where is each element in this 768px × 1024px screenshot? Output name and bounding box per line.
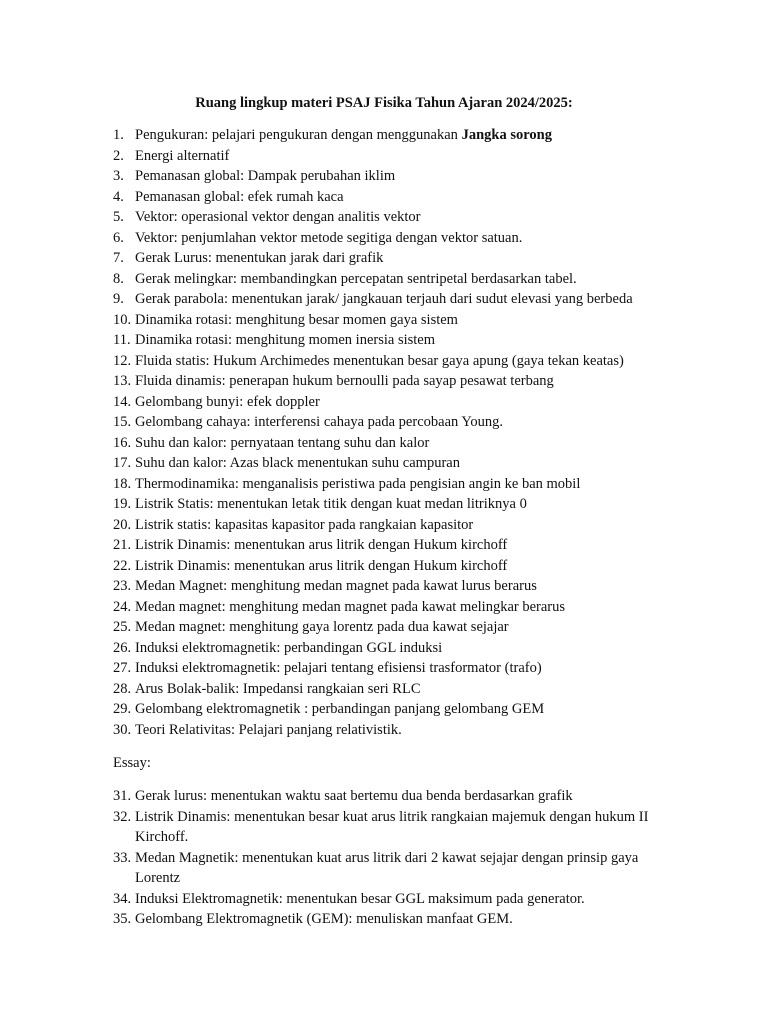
item-number: 32. — [113, 808, 132, 825]
item-text — [135, 848, 685, 889]
item-text-plain: Fluida statis: Hukum Archimedes menentukan besar gaya apung (gaya tekan keatas) — [135, 352, 624, 369]
item-text-plain: Induksi elektromagnetik: pelajari tentang efisiensi trasformator (trafo) — [135, 660, 542, 676]
item-text — [135, 371, 685, 392]
item-number: 23. — [113, 578, 132, 594]
item-text — [135, 679, 685, 700]
item-text-plain: Medan magnet: menghitung gaya lorentz pada dua kawat sejajar — [135, 619, 509, 635]
item-number: 5. — [113, 209, 124, 225]
item-number: 16. — [113, 434, 132, 451]
essay-heading: Essay: — [113, 755, 151, 771]
item-text-plain: Induksi elektromagnetik: perbandingan GGL induksi — [135, 639, 443, 656]
list-item — [113, 658, 685, 679]
item-text-plain: Gelombang elektromagnetik : perbandingan panjang gelombang GEM — [135, 701, 545, 717]
item-text — [135, 146, 685, 167]
item-text-plain: Thermodinamika: menganalisis peristiwa pada pengisian angin ke ban mobil — [135, 475, 581, 492]
item-text — [135, 658, 685, 679]
item-text-plain: Pengukuran: pelajari pengukuran dengan menggunakan — [135, 127, 462, 143]
item-text — [135, 248, 685, 269]
item-text — [135, 166, 685, 187]
item-text-plain: Listrik Dinamis: menentukan arus litrik dengan Hukum kirchoff — [135, 537, 508, 553]
item-number: 29. — [113, 701, 132, 717]
item-number: 22. — [113, 557, 132, 574]
list-item — [113, 187, 685, 208]
item-number: 30. — [113, 721, 132, 738]
item-number: 3. — [113, 168, 124, 184]
list-item — [113, 474, 685, 495]
item-number: 2. — [113, 147, 124, 164]
item-text-plain: Pemanasan global: efek rumah kaca — [135, 188, 344, 205]
item-number: 19. — [113, 496, 132, 512]
list-item — [113, 848, 685, 889]
item-number: 14. — [113, 393, 132, 410]
item-number: 18. — [113, 475, 132, 492]
list-item — [113, 597, 685, 618]
list-item — [113, 289, 685, 310]
item-number: 7. — [113, 250, 124, 266]
item-text — [135, 807, 685, 848]
item-text — [135, 412, 685, 433]
list-item — [113, 453, 685, 474]
item-text-plain: Energi alternatif — [135, 147, 230, 164]
list-item — [113, 909, 685, 930]
item-text-plain: Medan Magnet: menghitung medan magnet pada kawat lurus berarus — [135, 578, 537, 594]
item-text-plain: Pemanasan global: Dampak perubahan iklim — [135, 168, 396, 184]
list-item — [113, 207, 685, 228]
item-text-plain: Listrik Statis: menentukan letak titik dengan kuat medan litriknya 0 — [135, 496, 527, 512]
list-item — [113, 807, 685, 848]
item-text — [135, 720, 685, 741]
item-text-bold: Jangka sorong — [461, 127, 552, 143]
item-number: 24. — [113, 598, 132, 615]
item-text-plain: Listrik statis: kapasitas kapasitor pada rangkaian kapasitor — [135, 516, 474, 533]
item-number: 12. — [113, 352, 132, 369]
item-number: 33. — [113, 849, 132, 866]
list-item — [113, 889, 685, 910]
item-number: 9. — [113, 291, 124, 307]
item-number: 11. — [113, 332, 131, 348]
item-text — [135, 474, 685, 495]
item-number: 31. — [113, 788, 132, 804]
item-text — [135, 228, 685, 249]
list-item — [113, 371, 685, 392]
item-text — [135, 392, 685, 413]
item-text-plain: Suhu dan kalor: pernyataan tentang suhu dan kalor — [135, 434, 430, 451]
item-number: 35. — [113, 911, 132, 927]
item-text — [135, 515, 685, 536]
item-text — [135, 330, 685, 351]
item-text — [135, 207, 685, 228]
essay-list — [113, 786, 685, 930]
item-text-plain: Fluida dinamis: penerapan hukum bernoulli pada sayap pesawat terbang — [135, 373, 554, 389]
item-text-plain: Medan Magnetik: menentukan kuat arus litrik dari 2 kawat sejajar dengan prinsip gaya Lorentz — [135, 849, 639, 886]
list-item — [113, 556, 685, 577]
item-text — [135, 535, 685, 556]
item-number: 15. — [113, 414, 132, 430]
item-text-plain: Listrik Dinamis: menentukan arus litrik dengan Hukum kirchoff — [135, 557, 508, 574]
list-item — [113, 720, 685, 741]
item-text-plain: Suhu dan kalor: Azas black menentukan suhu campuran — [135, 455, 460, 471]
item-text-plain: Gerak lurus: menentukan waktu saat bertemu dua benda berdasarkan grafik — [135, 788, 573, 804]
item-number: 17. — [113, 455, 132, 471]
item-text — [135, 125, 685, 146]
item-number: 28. — [113, 680, 132, 697]
item-text-plain: Vektor: operasional vektor dengan analitis vektor — [135, 209, 421, 225]
list-item — [113, 412, 685, 433]
list-item — [113, 679, 685, 700]
item-text-plain: Gerak Lurus: menentukan jarak dari grafik — [135, 250, 384, 266]
item-text-plain: Medan magnet: menghitung medan magnet pada kawat melingkar berarus — [135, 598, 566, 615]
item-text-plain: Gerak parabola: menentukan jarak/ jangkauan terjauh dari sudut elevasi yang berbeda — [135, 291, 633, 307]
list-item — [113, 638, 685, 659]
document-title: Ruang lingkup materi PSAJ Fisika Tahun Ajaran 2024/2025: — [195, 95, 573, 111]
item-text-plain: Dinamika rotasi: menghitung momen inersia sistem — [135, 332, 436, 348]
item-number: 27. — [113, 660, 132, 676]
list-item — [113, 494, 685, 515]
item-text-plain: Vektor: penjumlahan vektor metode segitiga dengan vektor satuan. — [135, 229, 523, 246]
item-text — [135, 617, 685, 638]
list-item — [113, 248, 685, 269]
item-text — [135, 699, 685, 720]
item-number: 25. — [113, 619, 132, 635]
item-number: 6. — [113, 229, 124, 246]
item-number: 34. — [113, 890, 132, 907]
item-text — [135, 187, 685, 208]
item-text — [135, 909, 685, 930]
item-text — [135, 310, 685, 331]
list-item — [113, 228, 685, 249]
item-text — [135, 556, 685, 577]
item-text-plain: Teori Relativitas: Pelajari panjang relativistik. — [135, 721, 402, 738]
item-number: 20. — [113, 516, 132, 533]
item-number: 10. — [113, 311, 132, 328]
item-text — [135, 638, 685, 659]
list-item — [113, 310, 685, 331]
item-text — [135, 597, 685, 618]
item-text-plain: Gelombang Elektromagnetik (GEM): menuliskan manfaat GEM. — [135, 911, 513, 927]
item-text-plain: Listrik Dinamis: menentukan besar kuat arus litrik rangkaian majemuk dengan hukum II Kirchoff. — [135, 808, 649, 845]
item-number: 4. — [113, 188, 124, 205]
list-item — [113, 576, 685, 597]
item-text — [135, 351, 685, 372]
list-item — [113, 433, 685, 454]
item-number: 26. — [113, 639, 132, 656]
item-text-plain: Gelombang bunyi: efek doppler — [135, 393, 320, 410]
item-text — [135, 269, 685, 290]
list-item — [113, 392, 685, 413]
item-number: 8. — [113, 270, 124, 287]
list-item — [113, 146, 685, 167]
list-item — [113, 699, 685, 720]
item-text — [135, 786, 685, 807]
list-item — [113, 269, 685, 290]
item-number: 1. — [113, 127, 124, 143]
item-text-plain: Dinamika rotasi: menghitung besar momen gaya sistem — [135, 311, 458, 328]
item-text — [135, 289, 685, 310]
item-text — [135, 494, 685, 515]
item-text-plain: Induksi Elektromagnetik: menentukan besar GGL maksimum pada generator. — [135, 890, 585, 907]
item-text — [135, 576, 685, 597]
list-item — [113, 617, 685, 638]
list-item — [113, 515, 685, 536]
item-text — [135, 433, 685, 454]
topic-list — [113, 125, 685, 740]
item-text — [135, 453, 685, 474]
list-item — [113, 786, 685, 807]
item-text-plain: Arus Bolak-balik: Impedansi rangkaian seri RLC — [135, 680, 421, 697]
list-item — [113, 535, 685, 556]
list-item — [113, 330, 685, 351]
list-item — [113, 351, 685, 372]
item-text-plain: Gerak melingkar: membandingkan percepatan sentripetal berdasarkan tabel. — [135, 270, 577, 287]
item-number: 21. — [113, 537, 132, 553]
item-text-plain: Gelombang cahaya: interferensi cahaya pada percobaan Young. — [135, 414, 503, 430]
item-text — [135, 889, 685, 910]
item-number: 13. — [113, 373, 132, 389]
list-item — [113, 125, 685, 146]
list-item — [113, 166, 685, 187]
